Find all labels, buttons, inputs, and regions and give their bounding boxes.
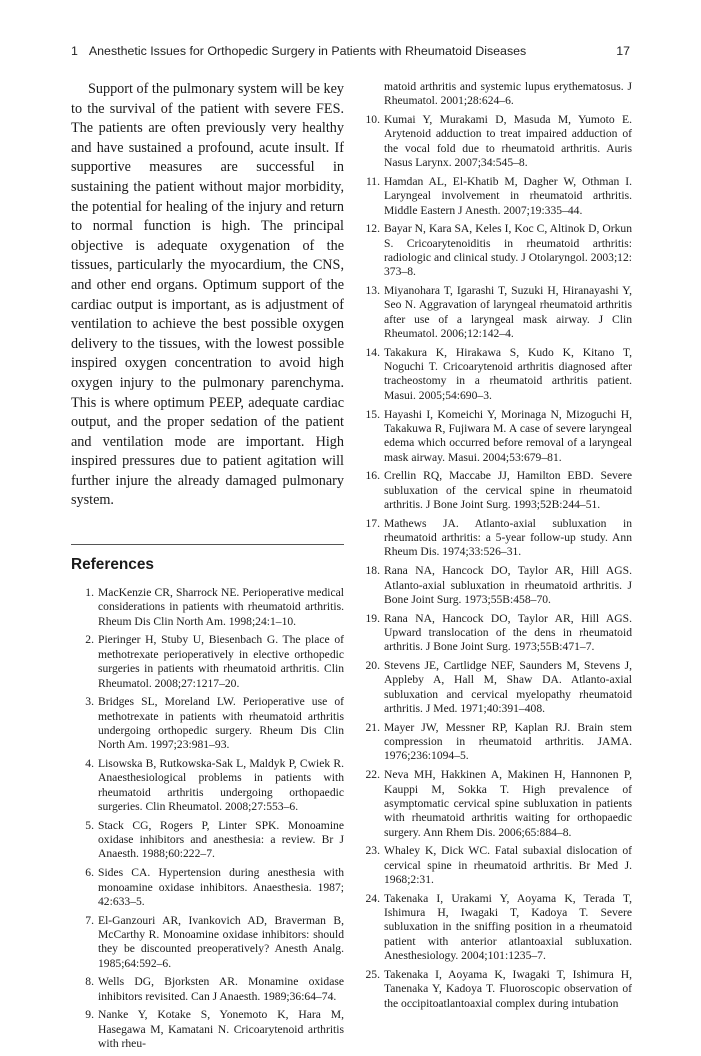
- reference-text: MacKenzie CR, Sharrock NE. Perioperative medical considerations in patients with rheumatoid arthritis. Rheum Dis Clin North Am. 1998;24:1–10.: [98, 586, 344, 628]
- reference-list-left: [71, 586, 344, 1051]
- chapter-title: Anesthetic Issues for Orthopedic Surgery in Patients with Rheumatoid Diseases: [88, 44, 527, 58]
- reference-text: Stevens JE, Cartlidge NEF, Saunders M, Stevens J, Appleby A, Hall M, Shaw DA. Atlanto-axial subluxation and cervical myelopathy rheumatoid arthritis. J Med. 1971;40:391–408.: [384, 659, 632, 716]
- section-divider: [71, 544, 344, 545]
- references-heading: References: [71, 556, 154, 574]
- reference-item: [362, 222, 632, 279]
- left-column: [71, 80, 344, 1056]
- reference-number: 23.: [365, 844, 380, 858]
- right-column: [362, 80, 632, 1015]
- reference-text: Bayar N, Kara SA, Keles I, Koc C, Altinok D, Orkun S. Cricoarytenoiditis in rheumatoid arthritis: radiologic and clinical study. J Otolaryngol. 2003;12: 373–8.: [384, 222, 632, 279]
- reference-text: Wells DG, Bjorksten AR. Monamine oxidase inhibitors revisited. Can J Anaesth. 1989;36:64–74.: [98, 975, 344, 1003]
- reference-text: Neva MH, Hakkinen A, Makinen H, Hannonen P, Kauppi M, Sokka T. High prevalence of asymptomatic cervical spine subluxation in patients with rheumatoid arthritis waiting for orthopaedic surgery. Ann Rhem Dis. 2006;65:884–8.: [384, 768, 632, 839]
- reference-item: [71, 1008, 344, 1051]
- reference-text: Miyanohara T, Igarashi T, Suzuki H, Hiranayashi Y, Seo N. Aggravation of laryngeal rheumatoid arthritis after use of a laryngeal mask airway. J Clin Rheumatol. 2006;12:142–4.: [384, 284, 632, 341]
- reference-item: [362, 469, 632, 512]
- reference-text: El-Ganzouri AR, Ivankovich AD, Braverman B, McCarthy R. Monoamine oxidase inhibitors: should they be discounted preoperatively? Anesth Analg. 1985;64:592–6.: [98, 913, 344, 970]
- reference-text: Pieringer H, Stuby U, Biesenbach G. The place of methotrexate perioperatively in elective orthopedic surgeries in patients with rheumatoid arthritis. Clin Rheumatol. 2008;27:1217–20.: [98, 633, 344, 690]
- reference-number: 12.: [365, 222, 380, 236]
- reference-number: 11.: [365, 174, 380, 188]
- chapter-number: 1: [71, 44, 78, 58]
- reference-9-continuation: matoid arthritis and systemic lupus erythematosus. J Rheumatol. 2001;28:624–6.: [384, 80, 632, 108]
- reference-text: Crellin RQ, Maccabe JJ, Hamilton EBD. Severe subluxation of the cervical spine in rheumatoid arthritis. J Bone Joint Surg. 1993;52B:244–51.: [384, 469, 632, 512]
- reference-number: 8.: [85, 975, 94, 989]
- reference-text: Rana NA, Hancock DO, Taylor AR, Hill AGS. Atlanto-axial subluxation in rheumatoid arthritis. J Bone Joint Surg. 1973;55B:458–70.: [384, 564, 632, 606]
- reference-number: 24.: [365, 891, 380, 905]
- reference-text: Lisowska B, Rutkowska-Sak L, Maldyk P, Cwiek R. Anaesthesiological problems in patients with rheumatoid arthritis undergoing orthopaedic surgeries. Clin Rheumatol. 2008;27:553–6.: [98, 757, 344, 814]
- reference-item: [71, 633, 344, 690]
- reference-number: 3.: [85, 695, 94, 709]
- reference-number: 14.: [365, 345, 380, 359]
- reference-text: Mayer JW, Messner RP, Kaplan RJ. Brain stem compression in rheumatoid arthritis. JAMA. 1976;236:1094–5.: [384, 720, 632, 763]
- reference-number: 7.: [85, 913, 94, 927]
- reference-text: Rana NA, Hancock DO, Taylor AR, Hill AGS. Upward translocation of the dens in rheumatoid arthritis. J Bone Joint Surg. 1973;55B:471–7.: [384, 611, 632, 654]
- reference-number: 21.: [365, 720, 380, 734]
- reference-number: 15.: [365, 407, 380, 421]
- reference-item: [362, 284, 632, 341]
- reference-text: Hayashi I, Komeichi Y, Morinaga N, Mizoguchi H, Takakuwa R, Fujiwara M. A case of severe laryngeal edema which occurred before removal of a laryngeal mask airway. Masui. 2004;53:679–81.: [384, 407, 632, 464]
- reference-item: [362, 612, 632, 655]
- reference-number: 18.: [365, 564, 380, 578]
- reference-text: Mathews JA. Atlanto-axial subluxation in rheumatoid arthritis: a 5-year follow-up study. Ann Rheum Dis. 1974;33:526–31.: [384, 516, 632, 559]
- reference-text: Nanke Y, Kotake S, Yonemoto K, Hara M, Hasegawa M, Kamatani N. Cricoarytenoid arthritis with rheu-: [98, 1008, 344, 1051]
- reference-item: [362, 721, 632, 764]
- reference-number: 6.: [85, 866, 94, 880]
- reference-text: Takenaka I, Urakami Y, Aoyama K, Terada T, Ishimura H, Iwagaki T, Kadoya T. Severe subluxation in the sniffing position in a rheumatoid patient with anterior atlantoaxial subluxation. Anesthesiology. 2004;101:1235–7.: [384, 891, 632, 963]
- reference-text: Bridges SL, Moreland LW. Perioperative use of methotrexate in patients with rheumatoid arthritis undergoing orthopedic surgery. Rheum Dis Clin North Am. 1997;23:981–93.: [98, 695, 344, 752]
- reference-item: [71, 914, 344, 971]
- reference-item: [362, 968, 632, 1011]
- reference-text: Whaley K, Dick WC. Fatal subaxial dislocation of cervical spine in rheumatoid arthritis. Br Med J. 1968;2:31.: [384, 844, 632, 886]
- reference-number: 25.: [365, 967, 380, 981]
- reference-item: [362, 346, 632, 403]
- reference-number: 13.: [365, 284, 380, 298]
- reference-text: Takakura K, Hirakawa S, Kudo K, Kitano T, Noguchi T. Cricoarytenoid arthritis diagnosed after tracheostomy in a rheumatoid arthritis patient. Masui. 2005;54:690–3.: [384, 345, 632, 402]
- reference-text: Stack CG, Rogers P, Linter SPK. Monoamine oxidase inhibitors and anesthesia: a review. Br J Anaesth. 1988;60:222–7.: [98, 818, 344, 861]
- reference-number: 9.: [85, 1008, 94, 1022]
- reference-item: [71, 866, 344, 909]
- reference-text: Takenaka I, Aoyama K, Iwagaki T, Ishimura H, Tanenaka Y, Kadoya T. Fluoroscopic observation of the occipitoatlantoaxial complex during intubation: [384, 967, 632, 1010]
- reference-number: 4.: [85, 757, 94, 771]
- reference-item: [71, 586, 344, 629]
- reference-number: 22.: [365, 768, 380, 782]
- reference-item: [362, 892, 632, 964]
- reference-list-right: [362, 113, 632, 1011]
- reference-item: [71, 695, 344, 752]
- reference-item: [362, 659, 632, 716]
- reference-number: 5.: [85, 818, 94, 832]
- reference-item: [362, 408, 632, 465]
- reference-number: 10.: [365, 113, 380, 127]
- reference-number: 20.: [365, 659, 380, 673]
- page-number: 17: [616, 44, 630, 58]
- reference-item: [362, 517, 632, 560]
- reference-number: 19.: [365, 611, 380, 625]
- reference-number: 1.: [85, 586, 94, 600]
- reference-number: 2.: [85, 633, 94, 647]
- reference-item: [362, 768, 632, 840]
- reference-item: [362, 175, 632, 218]
- reference-text: Kumai Y, Murakami D, Masuda M, Yumoto E. Arytenoid adduction to treat impaired adduction of the vocal fold due to rheumatoid arthritis. Auris Nasus Larynx. 2007;34:545–8.: [384, 113, 632, 170]
- body-paragraph: Support of the pulmonary system will be key to the survival of the patient with severe FES. The patients are often previously very healthy and have sustained a profound, acute insult. If supportive measures are successful in sustaining the patient without major morbidity, the potential for healing of the injury and return to normal function is high. The principal objective is adequate oxygenation of the tissues, particularly the myocardium, the CNS, and other end organs. Optimum support of the cardiac output is important, as is adjustment of ventilation to achieve the best possible oxygen delivery to the tissues, with the lowest possible inspired oxygen concentration to avoid high oxygen injury to the pulmonary parenchyma. This is where optimum PEEP, adequate cardiac output, and the proper sedation of the patient and ventilation mode are important. High inspired pressures due to patient agitation will further injure the already damaged pulmonary system.: [71, 81, 344, 509]
- reference-item: [362, 113, 632, 170]
- reference-item: [362, 844, 632, 887]
- reference-text: Sides CA. Hypertension during anesthesia with monoamine oxidase inhibitors. Anaesthesia. 1987; 42:633–5.: [98, 866, 344, 908]
- reference-item: [71, 819, 344, 862]
- reference-item: [71, 757, 344, 814]
- reference-number: 17.: [365, 516, 380, 530]
- reference-text: Hamdan AL, El-Khatib M, Dagher W, Othman I. Laryngeal involvement in rheumatoid arthritis. Middle Eastern J Anesth. 2007;19:335–44.: [384, 174, 632, 217]
- running-head: [71, 44, 630, 58]
- reference-number: 16.: [365, 469, 380, 483]
- chapter-heading: [71, 44, 526, 58]
- reference-item: [362, 564, 632, 607]
